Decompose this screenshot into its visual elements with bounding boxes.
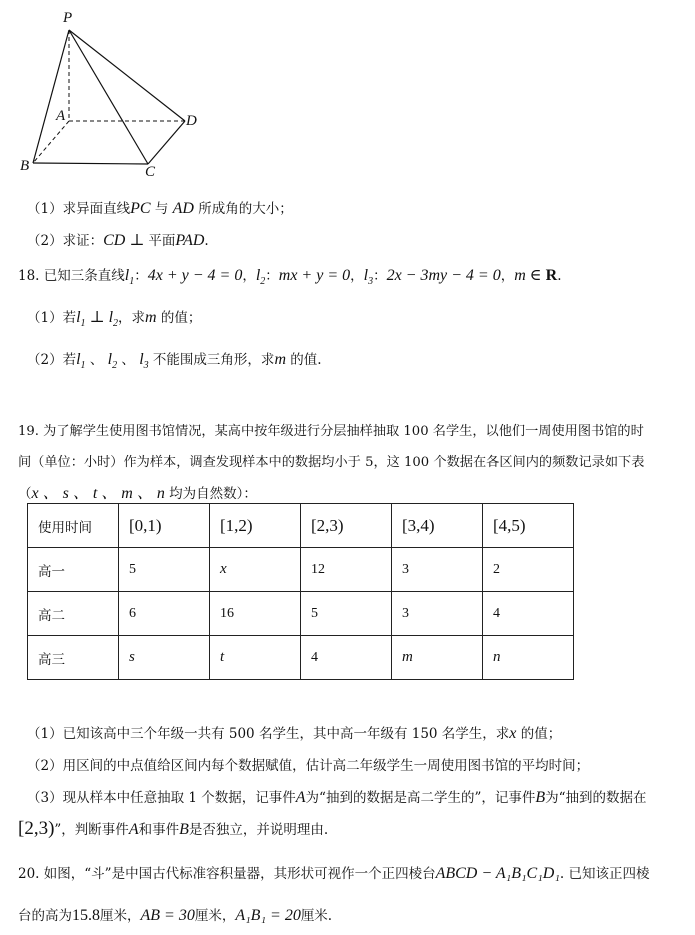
table-row: [28, 636, 574, 680]
edge-pc: [69, 30, 148, 164]
table-cell: 6: [119, 592, 210, 636]
table-header-cell: [4,5): [483, 504, 574, 548]
table-cell: 5: [301, 592, 392, 636]
table-cell: n: [483, 636, 574, 680]
edge-cd: [148, 121, 185, 164]
edge-pb: [33, 30, 69, 163]
table-cell: 高一: [28, 548, 119, 592]
table-cell: 3: [392, 592, 483, 636]
q19-part2: （2）用区间的中点值给区间内每个数据赋值，估计高二年级学生一周使用图书馆的平均时间；: [27, 758, 590, 774]
q19-part1: （1）已知该高中三个年级一共有 500 名学生，其中高一年级有 150 名学生，求x 的值；: [27, 725, 562, 742]
q19-line1: 19. 为了解学生使用图书馆情况，某高中按年级进行分层抽样抽取 100 名学生，以他们一周使用图书馆的时: [18, 424, 644, 439]
table-header-cell: [2,3): [301, 504, 392, 548]
label-p: P: [63, 10, 73, 26]
table-header-cell: 使用时间: [28, 504, 119, 548]
label-c: C: [145, 164, 156, 180]
table-cell: 2: [483, 548, 574, 592]
table-cell: 16: [210, 592, 301, 636]
table-cell: 高二: [28, 592, 119, 636]
table-row: [28, 548, 574, 592]
label-d: D: [186, 113, 197, 129]
table-header-cell: [1,2): [210, 504, 301, 548]
edge-bc: [33, 163, 148, 164]
pyramid-figure: [0, 0, 230, 185]
table-header-row: [28, 504, 574, 548]
table-header-cell: [3,4): [392, 504, 483, 548]
table-cell: 高三: [28, 636, 119, 680]
edge-pd: [69, 30, 185, 121]
q19-line3: （x 、 s 、 t 、 m 、 n 均为自然数）：: [18, 485, 257, 502]
table-cell: 3: [392, 548, 483, 592]
q17-part1: （1）求异面直线PC 与 AD 所成角的大小；: [27, 200, 293, 217]
table-cell: 12: [301, 548, 392, 592]
q20-line2: 台的高为15.8厘米，AB = 30厘米，A₁B₁ = 20厘米.: [18, 907, 333, 924]
table-cell: x: [210, 548, 301, 592]
label-a: A: [56, 108, 66, 124]
q18-part1: （1）若$l_1$ ⊥ $l_2$，求m 的值；: [27, 309, 202, 330]
table-cell: 4: [483, 592, 574, 636]
q18-stem: 18. 已知三条直线$l_1$：4x + y − 4 = 0，$l_2$：mx + y = 0，$l_3$：2x − 3my − 4 = 0，m ∈ R.: [18, 267, 562, 288]
table-cell: t: [210, 636, 301, 680]
label-b: B: [20, 158, 30, 174]
q19-line2: 间（单位：小时）作为样本，调查发现样本中的数据均小于 5，这 100 个数据在各区间内的频数记录如下表: [18, 455, 645, 470]
table-cell: m: [392, 636, 483, 680]
table-header-cell: [0,1): [119, 504, 210, 548]
table-cell: 5: [119, 548, 210, 592]
table-cell: 4: [301, 636, 392, 680]
q20-line1: 20. 如图，“斗”是中国古代标准容积量器，其形状可视作一个正四棱台ABCD − A₁B₁C₁D₁. 已知该正四棱: [18, 865, 650, 882]
table-row: [28, 592, 574, 636]
q19-part3-line2: [2,3)”，判断事件A和事件B是否独立，并说明理由.: [18, 818, 329, 839]
table-cell: s: [119, 636, 210, 680]
q19-part3-line1: （3）现从样本中任意抽取 1 个数据，记事件A为“抽到的数据是高二学生的”，记事件B为“抽到的数据在: [27, 789, 647, 806]
frequency-table: [27, 503, 574, 680]
q18-part2: （2）若$l_1$ 、 $l_2$ 、 $l_3$ 不能围成三角形，求m 的值.: [27, 351, 322, 372]
q17-part2: （2）求证：CD ⊥ 平面PAD.: [27, 232, 209, 249]
